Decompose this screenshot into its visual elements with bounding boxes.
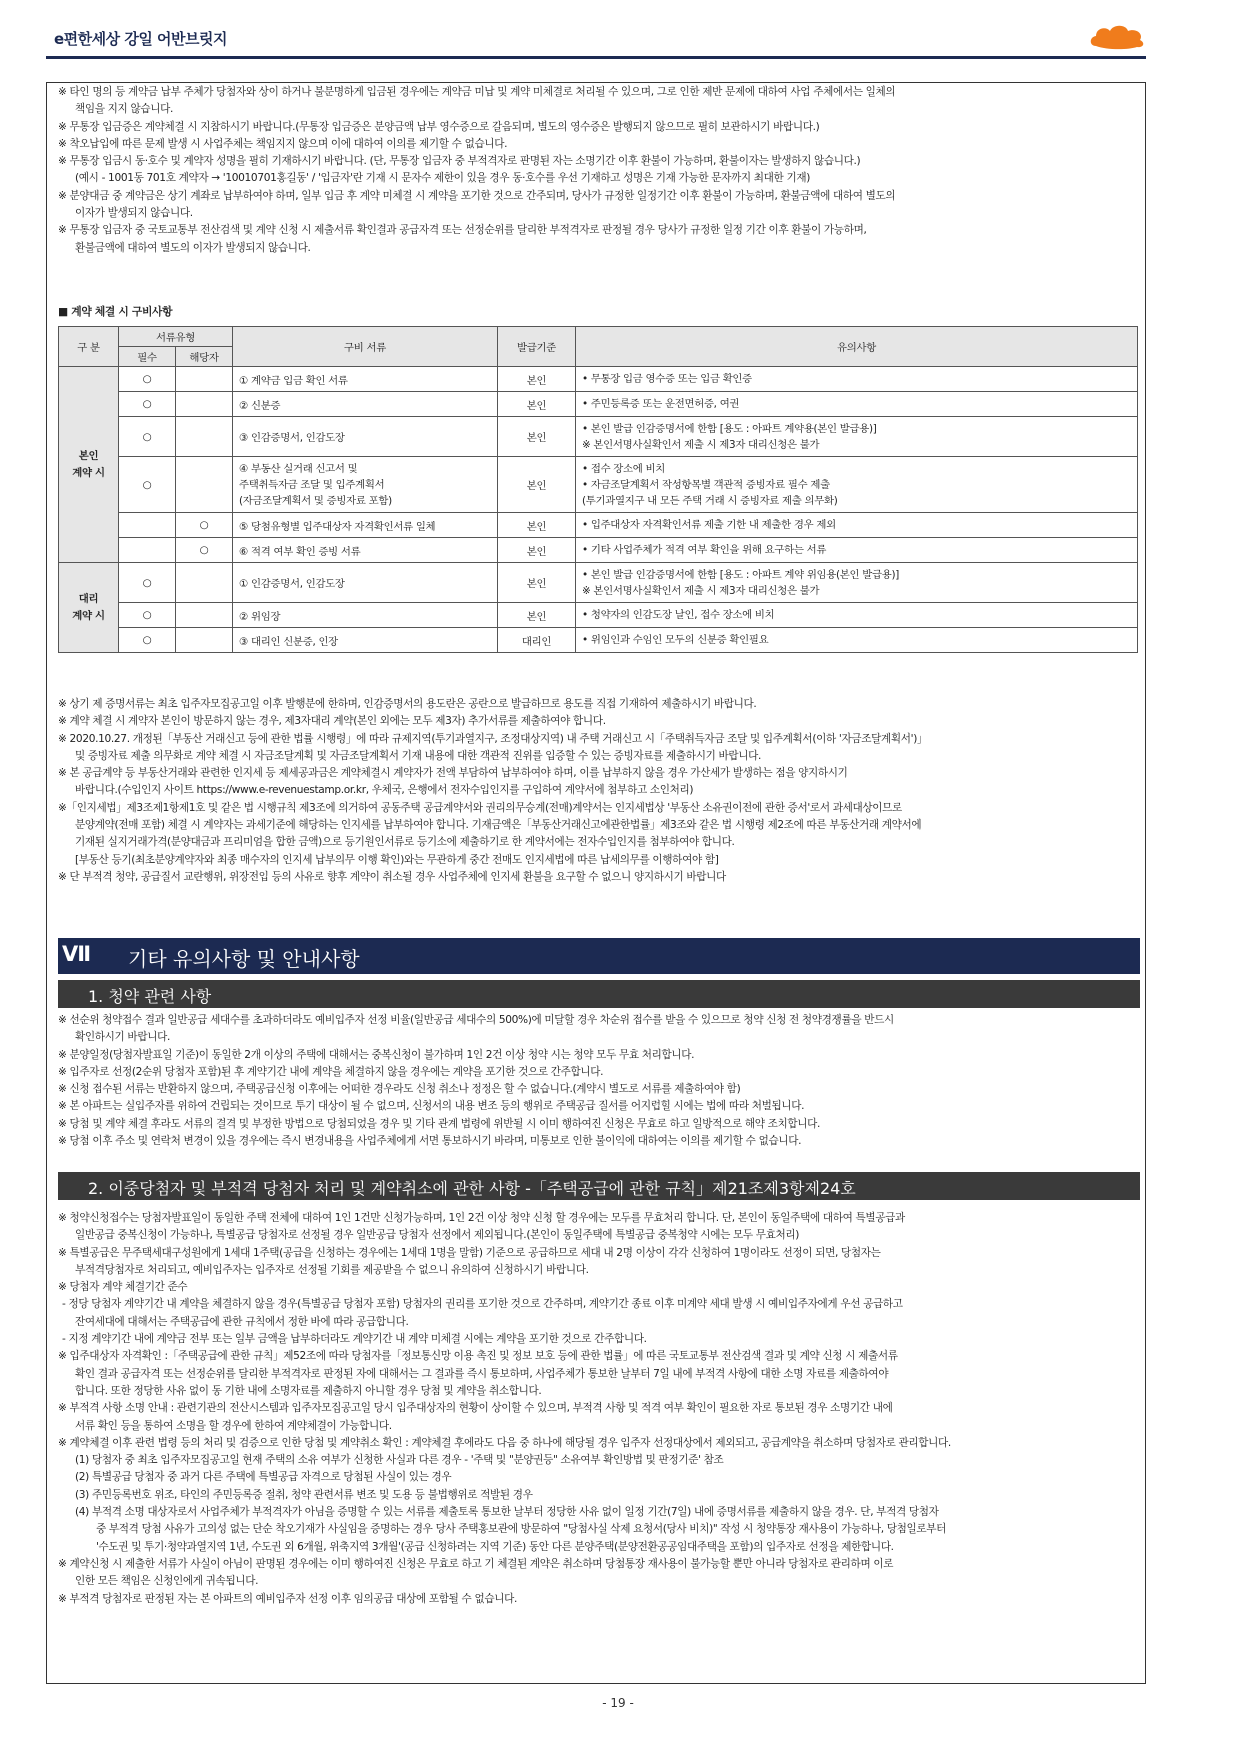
cell-issuer: 본인 bbox=[498, 603, 576, 628]
note-line: 서류 확인 등을 통하여 소명을 할 경우에 한하여 계약체결이 가능합니다. bbox=[75, 1419, 392, 1432]
header-applicable: 해당자 bbox=[176, 347, 233, 367]
note-line: ※ 상기 제 증명서류는 최초 입주자모집공고일 이후 발행분에 한하며, 인감증명서의 용도란은 공란으로 발급하므로 용도를 직접 기재하여 제출하시기 바랍니다. bbox=[58, 698, 757, 710]
note-line: ※ 신청 접수된 서류는 반환하지 않으며, 주택공급신청 이후에는 어떠한 경우라도 신청 취소나 정정은 할 수 없습니다.(계약시 별도로 서류를 제출하여야 함) bbox=[58, 1083, 741, 1096]
cell-document: ③ 대리인 신분증, 인장 bbox=[233, 628, 498, 653]
section-heading bbox=[58, 938, 1140, 974]
cell-document: ② 위임장 bbox=[233, 603, 498, 628]
note-line: ※ 계약체결 이후 관련 법령 등의 처리 및 검증으로 인한 당첨 및 계약취소 확인 : 계약체결 후에라도 다음 중 하나에 해당될 경우 입주자 선정대상에서 제외되고, 공급계약을 취소하며 당첨자로 관리합니다. bbox=[58, 1436, 951, 1449]
header-rule bbox=[46, 56, 1146, 59]
note-line: 인한 모든 책임은 신청인에게 귀속됩니다. bbox=[75, 1575, 259, 1588]
note-line: 중 부적격 당첨 사유가 고의성 없는 단순 착오기재가 사실임을 증명하는 경우 당사 주택홍보관에 방문하여 "당첨사실 삭제 요청서(당사 비치)" 작성 시 청약통장 재사용이 가능하나, 당첨일로부터 bbox=[96, 1523, 947, 1536]
note-line: ※ 당첨자 계약 체결기간 준수 bbox=[58, 1281, 188, 1294]
cell-required: ○ bbox=[119, 417, 176, 457]
table-title: ■ 계약 체결 시 구비사항 bbox=[58, 305, 173, 318]
header-category: 구 분 bbox=[59, 327, 119, 367]
cell-required: ○ bbox=[119, 563, 176, 603]
cell-document: ③ 인감증명서, 인감도장 bbox=[233, 417, 498, 457]
cell-issuer: 본인 bbox=[498, 392, 576, 417]
note-line: ※「인지세법」제3조제1항제1호 및 같은 법 시행규칙 제3조에 의거하여 공동주택 공급계약서와 권리의무승계(전매)계약서는 인지세법상 '부동산 소유권이전에 관한 증서'로서 과세대상이므로 bbox=[58, 801, 902, 814]
cell-document: ⑤ 당첨유형별 입주대상자 자격확인서류 일체 bbox=[233, 513, 498, 538]
cell-note: • 위임인과 수임인 모두의 신분증 확인필요 bbox=[576, 628, 1138, 653]
cell-applicable bbox=[176, 417, 233, 457]
note-line: 확인하시기 바랍니다. bbox=[75, 1031, 170, 1044]
subsection-2-notes bbox=[58, 1210, 1138, 1608]
header-documents: 구비 서류 bbox=[233, 327, 498, 367]
required-documents-table bbox=[58, 326, 1138, 653]
subsection-heading-2 bbox=[58, 1172, 1140, 1200]
table-row bbox=[59, 392, 1138, 417]
cell-issuer: 본인 bbox=[498, 417, 576, 457]
cell-note: • 접수 장소에 비치 • 자금조달계획서 작성항목별 객관적 증빙자료 필수 제출 (투기과열지구 내 모든 주택 거래 시 증빙자료 제출 의무화) bbox=[576, 457, 1138, 513]
cell-note: • 무통장 입금 영수증 또는 입금 확인증 bbox=[576, 367, 1138, 392]
note-line: ※ 부적격 사항 소명 안내 : 관련기관의 전산시스템과 입주자모집공고일 당시 입주대상자의 현황이 상이할 수 있으며, 부적격 사항 및 적격 여부 확인이 필요한 자로 통보된 경우 소명기간 내에 bbox=[58, 1402, 893, 1415]
note-line: ※ 무통장 입금시 동·호수 및 계약자 성명을 필히 기재하시기 바랍니다. (단, 무통장 입금자 중 부적격자로 판명된 자는 소명기간 이후 환불이 가능하며, 환불이자는 발생하지 않습니다.) bbox=[58, 155, 861, 168]
table-row bbox=[59, 563, 1138, 603]
note-line: 및 증빙자료 제출 의무화로 계약 체결 시 자금조달계획 및 자금조달계획서 기재 내용에 대한 객관적 진위를 입증할 수 있는 증빙자료를 제출하시기 바랍니다. bbox=[75, 749, 762, 762]
note-line: 분양계약(전매 포함) 체결 시 계약자는 과세기준에 해당하는 인지세를 납부하여야 합니다. 기재금액은「부동산거래신고에관한법률」제3조와 같은 법 시행령 제2조에 따른 부동산거래 계약서에 bbox=[75, 819, 922, 832]
cell-applicable bbox=[176, 367, 233, 392]
note-line: 일반공급 중복신청이 가능하나, 특별공급 당첨자로 선정될 경우 일반공급 당첨자 선정에서 제외됩니다.(본인이 동일주택에 특별공급 중복청약 시에는 모두 무효처리) bbox=[75, 1229, 800, 1242]
note-line: 이자가 발생되지 않습니다. bbox=[75, 207, 193, 220]
note-line: (3) 주민등록번호 위조, 타인의 주민등록증 절취, 청약 관련서류 변조 및 도용 등 불법행위로 적발된 경우 bbox=[75, 1488, 533, 1501]
note-line: 잔여세대에 대해서는 주택공급에 관한 규칙에서 정한 바에 따라 공급합니다. bbox=[75, 1315, 409, 1328]
cell-required bbox=[119, 538, 176, 563]
note-line: ※ 입주대상자 자격확인 :「주택공급에 관한 규칙」제52조에 따라 당첨자를「정보통신망 이용 촉진 및 정보 보호 등에 관한 법률」에 따른 국토교통부 전산검색 결과 및 계약 신청 시 제출서류 bbox=[58, 1350, 898, 1363]
note-line: ※ 당첨 및 계약 체결 후라도 서류의 결격 및 부정한 방법으로 당첨되었을 경우 및 기타 관계 법령에 위반될 시 이미 행하여진 신청은 무효로 하고 일방적으로 해약 조치합니다. bbox=[58, 1117, 821, 1130]
note-line: ※ 타인 명의 등 계약금 납부 주체가 당첨자와 상이 하거나 불분명하게 입금된 경우에는 계약금 미납 및 계약 미체결로 처리될 수 있으며, 그로 인한 제반 문제에 대하여 사업 주체에서는 일체의 bbox=[58, 86, 896, 98]
table-row bbox=[59, 417, 1138, 457]
cell-applicable bbox=[176, 457, 233, 513]
note-line: ※ 계약 체결 시 계약자 본인이 방문하지 않는 경우, 제3자대리 계약(본인 외에는 모두 제3자) 추가서류를 제출하여야 합니다. bbox=[58, 715, 606, 728]
cell-required: ○ bbox=[119, 457, 176, 513]
subsection-1-notes bbox=[58, 1012, 1138, 1150]
note-line: ※ 무통장 입금자 중 국토교통부 전산검색 및 계약 신청 시 제출서류 확인결과 공급자격 또는 선정순위를 달리한 부적격자로 판정될 경우 당사가 규정한 일정 기간 이후 환불이 가능하며, bbox=[58, 224, 867, 237]
note-line: ※ 2020.10.27. 개정된「부동산 거래신고 등에 관한 법률 시행령」에 따라 규제지역(투기과열지구, 조정대상지역) 내 주택 거래신고 시「주택취득자금 조달 및 입주계획서(이하 '자금조달계획서')」 bbox=[58, 732, 928, 745]
note-line: 합니다. 또한 정당한 사유 없이 동 기한 내에 소명자료를 제출하지 아니할 경우 당첨 및 계약을 취소합니다. bbox=[75, 1384, 542, 1397]
cell-applicable bbox=[176, 603, 233, 628]
cell-document: ② 신분증 bbox=[233, 392, 498, 417]
note-line: 바랍니다.(수입인지 사이트 https://www.e-revenuestamp.or.kr, 우체국, 은행에서 전자수입인지를 구입하여 계약서에 첨부하고 소인처리) bbox=[75, 784, 694, 797]
header-required: 필수 bbox=[119, 347, 176, 367]
cell-issuer: 본인 bbox=[498, 513, 576, 538]
cell-applicable bbox=[176, 392, 233, 417]
note-line: ※ 분양대금 중 계약금은 상기 계좌로 납부하여야 하며, 일부 입금 후 계약 미체결 시 계약을 포기한 것으로 간주되며, 당사가 규정한 일정기간 이후 환불이 가능하며, 환불금액에 대하여 별도의 bbox=[58, 189, 896, 202]
note-line: - 정당 당첨자 계약기간 내 계약을 체결하지 않을 경우(특별공급 당첨자 포함) 당첨자의 권리를 포기한 것으로 간주하며, 계약기간 종료 이후 미계약 세대 발생 시 예비입주자에게 우선 공급하고 bbox=[62, 1298, 903, 1311]
note-line: ※ 착오납입에 따른 문제 발생 시 사업주체는 책임지지 않으며 이에 대하여 이의를 제기할 수 없습니다. bbox=[58, 137, 508, 150]
cell-required: ○ bbox=[119, 367, 176, 392]
note-line: ※ 본 공급계약 등 부동산거래와 관련한 인지세 등 제세공과금은 계약체결시 계약자가 전액 부담하여 납부하여야 하며, 이를 납부하지 않을 경우 가산세가 발생하는 점을 양지하시기 bbox=[58, 767, 848, 780]
header-issuer: 발급기준 bbox=[498, 327, 576, 367]
cloud-logo-icon bbox=[1088, 22, 1146, 50]
cell-required bbox=[119, 513, 176, 538]
note-line: ※ 본 아파트는 실입주자를 위하여 건립되는 것이므로 투기 대상이 될 수 없으며, 신청서의 내용 변조 등의 행위로 주택공급 질서를 어지럽힐 시에는 법에 따라 처벌됩니다. bbox=[58, 1100, 805, 1113]
cell-applicable: ○ bbox=[176, 538, 233, 563]
note-line: 책임을 지지 않습니다. bbox=[75, 103, 174, 116]
note-line: ※ 부적격 당첨자로 판정된 자는 본 아파트의 예비입주자 선정 이후 임의공급 대상에 포함될 수 없습니다. bbox=[58, 1592, 518, 1605]
after-table-notes bbox=[58, 696, 1138, 886]
section-title: 기타 유의사항 및 안내사항 bbox=[128, 947, 360, 971]
note-line: (4) 부적격 소명 대상자로서 사업주체가 부적격자가 아님을 증명할 수 있는 서류를 제출토록 통보한 날부터 정당한 사유 없이 일정 기간(7일) 내에 증명서류를 제출하지 않을 경우. 단, 부적격 당첨자 bbox=[75, 1506, 939, 1519]
note-line: [부동산 등기(최초분양계약자와 최종 매수자의 인지세 납부의무 이행 확인)와는 무관하게 중간 전매도 인지세법에 따른 납세의무를 이행하여야 함] bbox=[75, 853, 719, 866]
table-row bbox=[59, 457, 1138, 513]
header-notes: 유의사항 bbox=[576, 327, 1138, 367]
cell-issuer: 본인 bbox=[498, 457, 576, 513]
group-self: 본인 계약 시 bbox=[59, 367, 119, 563]
cell-note: • 본인 발급 인감증명서에 한함 [용도 : 아파트 계약 위임용(본인 발급용)] ※ 본인서명사실확인서 제출 시 제3자 대리신청은 불가 bbox=[576, 563, 1138, 603]
note-line: ※ 청약신청접수는 당첨자발표일이 동일한 주택 전체에 대하여 1인 1건만 신청가능하며, 1인 2건 이상 청약 신청 할 경우에는 모두를 무효처리 합니다. 단, 본인이 동일주택에 대하여 특별공급과 bbox=[58, 1212, 905, 1224]
header-doc-type: 서류유형 bbox=[119, 327, 233, 347]
cell-applicable: ○ bbox=[176, 513, 233, 538]
cell-issuer: 본인 bbox=[498, 563, 576, 603]
note-line: ※ 단 부적격 청약, 공급질서 교란행위, 위장전입 등의 사유로 향후 계약이 취소될 경우 사업주체에 인지세 환불을 요구할 수 없으니 양지하시기 바랍니다 bbox=[58, 870, 726, 883]
cell-note: • 본인 발급 인감증명서에 한함 [용도 : 아파트 계약용(본인 발급용)] ※ 본인서명사실확인서 제출 시 제3자 대리신청은 불가 bbox=[576, 417, 1138, 457]
table-row bbox=[59, 367, 1138, 392]
table-row bbox=[59, 628, 1138, 653]
table-row bbox=[59, 603, 1138, 628]
note-line: ※ 당첨 이후 주소 및 연락처 변경이 있을 경우에는 즉시 변경내용을 사업주체에게 서면 통보하시기 바라며, 미통보로 인한 불이익에 대하여는 이의를 제기할 수 없습니다. bbox=[58, 1135, 802, 1148]
note-line: ※ 계약신청 시 제출한 서류가 사실이 아님이 판명된 경우에는 이미 행하여진 신청은 무효로 하고 기 체결된 계약은 취소하며 당첨통장 재사용이 불가능할 뿐만 아니라 당첨자로 관리하며 이로 bbox=[58, 1557, 894, 1570]
note-line: ※ 입주자로 선정(2순위 당첨자 포함)된 후 계약기간 내에 계약을 체결하지 않을 경우에는 계약을 포기한 것으로 간주합니다. bbox=[58, 1065, 604, 1078]
cell-note: • 주민등록증 또는 운전면허증, 여권 bbox=[576, 392, 1138, 417]
note-line: 기재된 실지거래가격(분양대금과 프리미엄을 합한 금액)으로 등기원인서류로 등기소에 제출하기로 한 계약서에는 전자수입인지를 첨부하여야 합니다. bbox=[75, 836, 735, 849]
note-line: (2) 특별공급 당첨자 중 과거 다른 주택에 특별공급 자격으로 당첨된 사실이 있는 경우 bbox=[75, 1471, 452, 1484]
note-line: (1) 당첨자 중 최초 입주자모집공고일 현재 주택의 소유 여부가 신청한 사실과 다른 경우 - '주택 및 "분양권등" 소유여부 확인방법 및 판정기준' 참조 bbox=[75, 1454, 724, 1467]
cell-note: • 청약자의 인감도장 날인, 접수 장소에 비치 bbox=[576, 603, 1138, 628]
note-line: ※ 특별공급은 무주택세대구성원에게 1세대 1주택(공급을 신청하는 경우에는 1세대 1명을 말함) 기준으로 공급하므로 세대 내 2명 이상이 각각 신청하여 1명이라도 선정이 되면, 당첨자는 bbox=[58, 1246, 881, 1259]
subsection-title: 1. 청약 관련 사항 bbox=[88, 987, 212, 1006]
note-line: '수도권 및 투기·청약과열지역 1년, 수도권 외 6개월, 위축지역 3개월'(공급 신청하려는 지역 기준) 동안 다른 분양주택(분양전환공공임대주택을 포함)의 입주자로 선정을 제한합니다. bbox=[96, 1540, 894, 1553]
cell-note: • 입주대상자 자격확인서류 제출 기한 내 제출한 경우 제외 bbox=[576, 513, 1138, 538]
cell-document: ④ 부동산 실거래 신고서 및 주택취득자금 조달 및 입주계획서 (자금조달계획서 및 증빙자료 포함) bbox=[233, 457, 498, 513]
cell-document: ① 계약금 입금 확인 서류 bbox=[233, 367, 498, 392]
note-line: ※ 분양일정(당첨자발표일 기준)이 동일한 2개 이상의 주택에 대해서는 중복신청이 불가하며 1인 2건 이상 청약 시는 청약 모두 무효 처리합니다. bbox=[58, 1048, 695, 1061]
cell-document: ① 인감증명서, 인감도장 bbox=[233, 563, 498, 603]
brand-title: e편한세상 강일 어반브릿지 bbox=[54, 30, 228, 48]
cell-required: ○ bbox=[119, 392, 176, 417]
note-line: - 지정 계약기간 내에 계약금 전부 또는 일부 금액을 납부하더라도 계약기간 내 계약 미체결 시에는 계약을 포기한 것으로 간주합니다. bbox=[62, 1333, 647, 1346]
cell-issuer: 본인 bbox=[498, 538, 576, 563]
note-line: ※ 선순위 청약접수 결과 일반공급 세대수를 초과하더라도 예비입주자 선정 비율(일반공급 세대수의 500%)에 미달할 경우 차순위 접수를 받을 수 있으므로 청약 신청 전 청약경쟁률을 반드시 bbox=[58, 1014, 894, 1026]
table-row bbox=[59, 538, 1138, 563]
note-line: 부적격당첨자로 처리되고, 예비입주자는 입주자로 선정될 기회를 제공받을 수 없으니 유의하여 신청하시기 바랍니다. bbox=[75, 1263, 589, 1276]
cell-issuer: 대리인 bbox=[498, 628, 576, 653]
note-line: (예시 - 1001동 701호 계약자 → '10010701홍길동' / '입금자'란 기재 시 문자수 제한이 있을 경우 동·호수를 우선 기재하고 성명은 기재 가능한 문자까지 최대한 기재) bbox=[75, 172, 811, 185]
subsection-heading-1 bbox=[58, 980, 1140, 1008]
cell-required: ○ bbox=[119, 628, 176, 653]
cell-required: ○ bbox=[119, 603, 176, 628]
note-line: 환불금액에 대하여 별도의 이자가 발생되지 않습니다. bbox=[75, 241, 311, 254]
table-row bbox=[59, 513, 1138, 538]
cell-note: • 기타 사업주체가 적격 여부 확인을 위해 요구하는 서류 bbox=[576, 538, 1138, 563]
note-line: ※ 무통장 입금증은 계약체결 시 지참하시기 바랍니다.(무통장 입금증은 분양금액 납부 영수증으로 갈음되며, 별도의 영수증은 발행되지 않으므로 필히 보관하시기 바랍니다.) bbox=[58, 120, 820, 133]
cell-applicable bbox=[176, 628, 233, 653]
note-line: 확인 결과 공급자격 또는 선정순위를 달리한 부적격자로 판정된 자에 대해서는 그 결과를 즉시 통보하며, 사업주체가 통보한 날부터 7일 내에 부적격 사항에 대한 소명 자료를 제출하여야 bbox=[75, 1367, 889, 1380]
cell-applicable bbox=[176, 563, 233, 603]
cell-document: ⑥ 적격 여부 확인 증빙 서류 bbox=[233, 538, 498, 563]
page-number: - 19 - bbox=[602, 1696, 634, 1710]
top-notes bbox=[58, 84, 1138, 257]
group-proxy: 대리 계약 시 bbox=[59, 563, 119, 653]
section-numeral: Ⅶ bbox=[62, 942, 92, 966]
subsection-title: 2. 이중당첨자 및 부적격 당첨자 처리 및 계약취소에 관한 사항 -「주택공급에 관한 규칙」제21조제3항제24호 bbox=[88, 1179, 856, 1198]
cell-issuer: 본인 bbox=[498, 367, 576, 392]
